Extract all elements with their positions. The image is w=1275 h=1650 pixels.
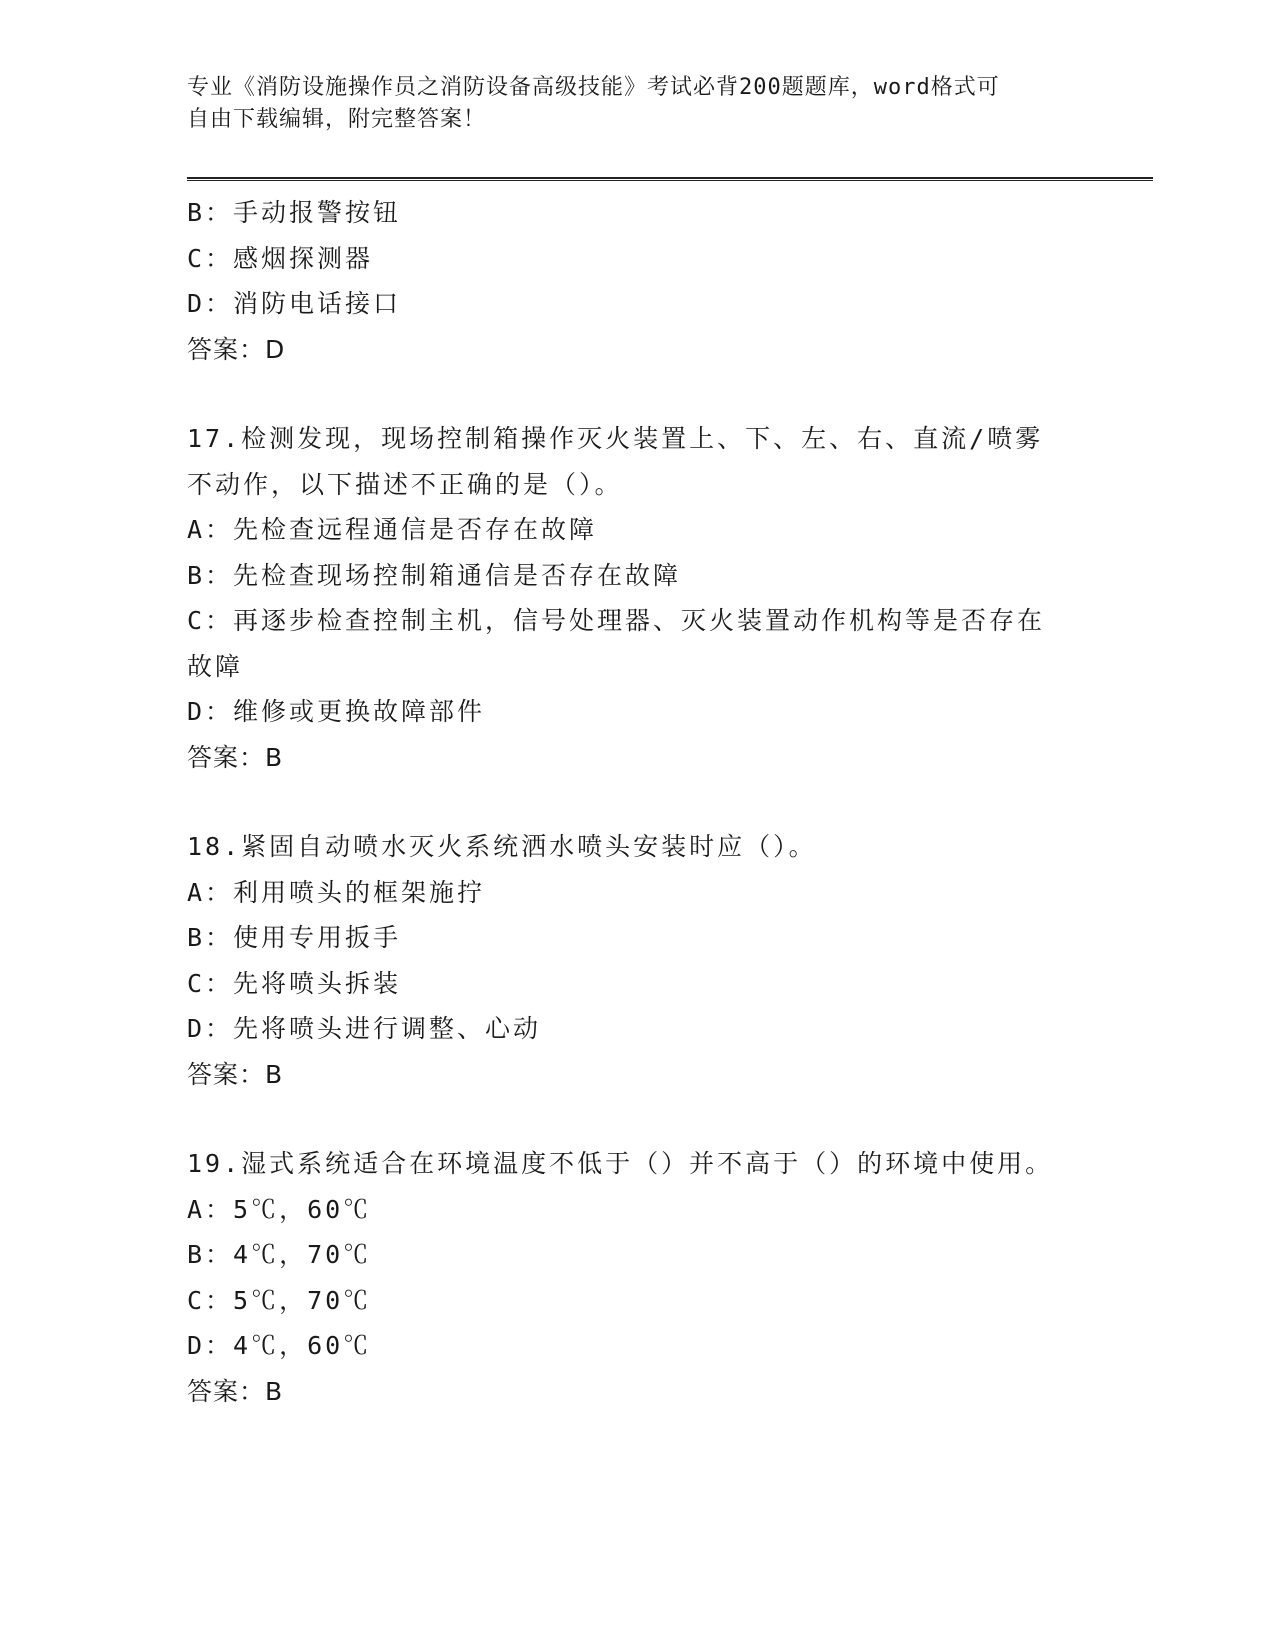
option-b: B：先检查现场控制箱通信是否存在故障 [187,560,682,590]
header-divider [187,177,1153,181]
option-a: A：利用喷头的框架施拧 [187,877,486,907]
header-line-2: 自由下载编辑，附完整答案！ [187,107,487,132]
question-18 [187,824,1087,1097]
question-16-tail [187,190,1087,372]
question-17 [187,416,1087,780]
answer: 答案：B [187,742,284,772]
option-c: C：感烟探测器 [187,243,374,273]
question-stem-line: 17.检测发现，现场控制箱操作灭火装置上、下、左、右、直流/喷雾 [187,424,1044,453]
spacer [187,372,1087,416]
option-d: D：先将喷头进行调整、心动 [187,1014,542,1043]
question-list [187,190,1087,1414]
option-b: B：手动报警按钮 [187,198,402,227]
spacer [187,1097,1087,1141]
option-c: C：先将喷头拆装 [187,968,402,998]
option-b: B：4℃，70℃ [187,1240,372,1269]
answer: 答案：D [187,334,286,364]
option-c-continued: 故障 [187,651,244,681]
option-d: D：维修或更换故障部件 [187,697,486,726]
option-d: D：4℃，60℃ [187,1331,372,1360]
option-b: B：使用专用扳手 [187,923,402,952]
option-d: D：消防电话接口 [187,289,402,318]
option-a: A：先检查远程通信是否存在故障 [187,515,598,544]
answer: 答案：B [187,1376,284,1406]
spacer [187,780,1087,824]
option-c: C：再逐步检查控制主机，信号处理器、灭火装置动作机构等是否存在 [187,606,1046,635]
answer: 答案：B [187,1059,284,1089]
option-c: C：5℃，70℃ [187,1285,372,1315]
question-19 [187,1141,1087,1414]
question-stem-line: 19.湿式系统适合在环境温度不低于（）并不高于（）的环境中使用。 [187,1149,1054,1178]
document-header [187,72,1067,136]
question-stem-line: 18.紧固自动喷水灭火系统洒水喷头安装时应（）。 [187,832,817,861]
question-stem-line: 不动作，以下描述不正确的是（）。 [187,469,623,499]
option-a: A：5℃，60℃ [187,1194,372,1224]
header-line-1: 专业《消防设施操作员之消防设备高级技能》考试必背200题题库，word格式可 [187,75,1000,100]
